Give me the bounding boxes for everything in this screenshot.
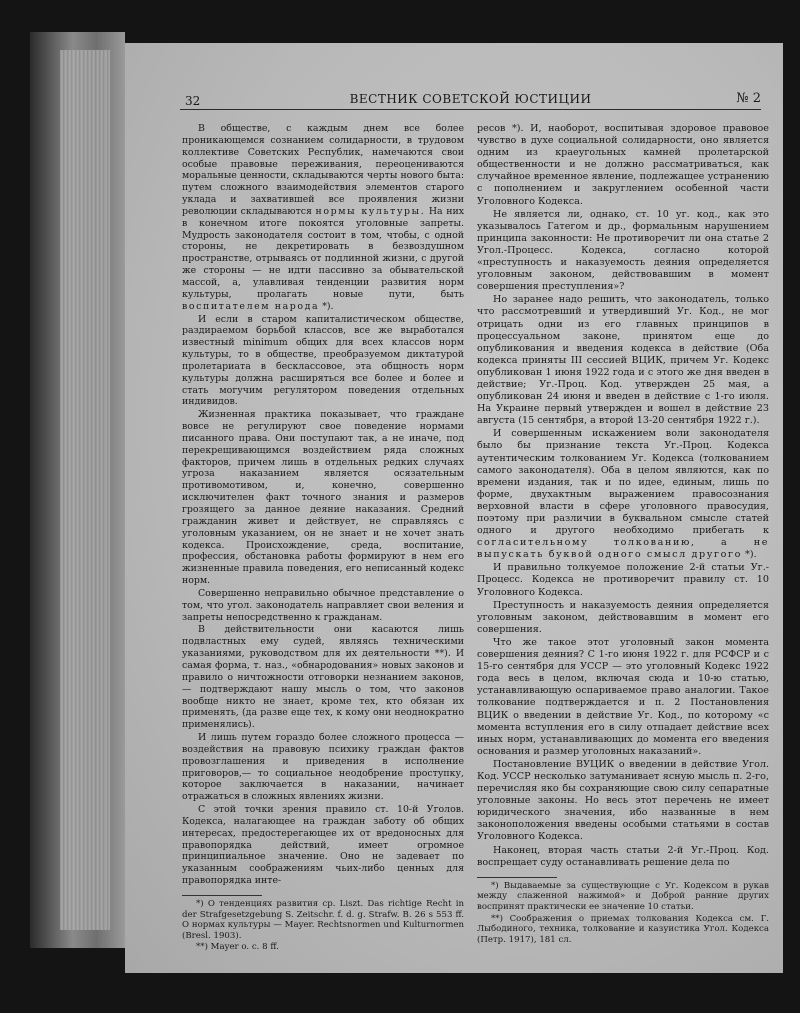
paragraph: Но заранее надо решить, что законодатель, только что рассмотревший и утвердивший Уг. Код., не мог отрицать одни из его главных принципов в процессуальном законе, принятом еще до опубликования и введения кодекса в действие (Оба кодекса приняты III сессией ВЦИК, причем Уг. Кодекс опубликован 1 июня 1922 года и с этого же дня введен в действие; Уг.-Проц. Код. утвержден 25 мая, а опубликован 24 июня и введен в действие с 1-го июля. На Украине первый утвержден и вошел в действие 23 августа (15 сентября, а второй 13-20 сентября 1922 г.). — [477, 294, 769, 427]
paragraph: В обществе, с каждым днем все более проникающемся сознанием солидарности, в трудовом коллективе Советских Республик, намечаются свои особые правовые переживания, переоцениваются моральные ценности, складываются черты нового быта: путем сложного взаимодействия элементов старого уклада и захватившей все проявления жизни революции складываются нормы культуры. На них в конечном итоге покоятся уголовные запреты. Мудрость законодателя состоит в том, чтобы, с одной стороны, не декретировать в безвоздушном пространстве, отрываясь от подлинной жизни, с другой же стороны — не идти пассивно за обывательской массой, а, улавливая тенденции развития норм культуры, пролагать новые пути, быть воспитателем народа *). — [182, 123, 464, 312]
paragraph: Не является ли, однако, ст. 10 уг. код., как это указывалось Гатегом и др., формальным нарушением принципа законности: Не противоречит ли она статье 2 Угол.-Процесс. Кодекса, согласно которой «преступность и наказуемость деяния определяется уголовным законом, действовавшим в момент совершения преступления»? — [477, 208, 769, 293]
footnote-divider — [477, 877, 557, 878]
journal-title: ВЕСТНИК СОВЕТСКОЙ ЮСТИЦИИ — [349, 92, 592, 106]
paragraph: Что же такое этот уголовный закон момента совершения деяния? С 1-го июня 1922 г. для РСФСР и с 15-го сентября для УССР — это уголовный Кодекс 1922 года весь в целом, включая сюда и 10-ю статью, устанавливающую оспариваемое право аналогии. Такое толкование подтверждается и п. 2 Постановления ВЦИК о введении в действие Уг. Код., по которому «с момента вступления его в силу отпадает действие всех иных норм, устанавливающих до момента его введения основания и размер уголовных наказаний». — [477, 636, 769, 757]
footnote: **) Соображения о приемах толкования Кодекса см. Г. Лыбодиного, техника, толкование и казуистика Угол. Кодекса (Петр. 1917), 181 сл. — [477, 913, 769, 945]
footnotes — [477, 881, 769, 946]
paragraph: Постановление ВУЦИК о введении в действие Угол. Код. УССР несколько затуманивает ясную мысль п. 2-го, перечисляя яко бы сохраняющие свою силу сепаратные уголовные законы. Но весь этот перечень не имеет юридического значения, ибо названные в нем законоположения введены особыми статьями в состав Уголовного Кодекса. — [477, 758, 769, 843]
paragraph: Жизненная практика показывает, что граждане вовсе не регулируют свое поведение нормами писанного права. Они поступают так, а не иначе, под перекрещивающимся воздействием ряда сложных факторов, причем лишь в отдельных редких случаях угроза наказанием является осязательным противомотивом, и, конечно, совершенно исключителен факт точного знания и размеров грозящего за данное деяние наказания. Средний гражданин живет и действует, не справляясь с уголовным указанием, он не знает и не хочет знать кодекса. Происхождение, среда, воспитание, профессия, обстановка работы формируют в нем его жизненные правила поведения, его неписанный кодекс норм. — [182, 409, 464, 587]
footnote: *) О тенденциях развития ср. Liszt. Das richtige Recht in der Strafgesetzgebung S. Zeitschr. f. d. g. Strafw. B. 26 s 553 ff. О нормах культуры — Mayer. Rechtsnormen und Kulturnormen (Bresl. 1903). — [182, 899, 464, 941]
page-number: 32 — [185, 94, 201, 108]
footnote: *) Выдаваемые за существующие с Уг. Кодексом в рукав между слаженной нажимой» и Доброй ранние других воспринят практически ее значение 10 статьи. — [477, 880, 769, 912]
footnote-divider — [182, 895, 262, 896]
paragraph: ресов *). И, наоборот, воспитывая здоровое правовое чувство в духе социальной солидарности, оно является одним из краеугольных камней пролетарской общественности и не должно рассматриваться, как случайное временное явление, подлежащее устранению с пополнением и закруглением особенной части Уголовного Кодекса. — [477, 123, 769, 207]
issue-number: № 2 — [736, 91, 761, 106]
footnote: **) Mayer o. c. 8 ff. — [196, 942, 279, 953]
paragraph: В действительности они касаются лишь подвластных ему судей, являясь техническими указаниями, руководством для их деятельности **). И самая форма, т. наз., «обнародования» новых законов и правило о ничтожности отговорки незнанием законов,— подтверждают нашу мысль о том, что законов вообще никто не знает, кроме тех, кто обязан их применять, (да разве еще тех, к кому они неоднократно применялись). — [182, 624, 464, 731]
footnotes — [182, 899, 464, 953]
book-page-stack — [60, 50, 110, 930]
page-header — [180, 91, 761, 110]
paragraph: Совершенно неправильно обычное представление о том, что угол. законодатель направляет свои веления и запреты непосредственно к гражданам. — [182, 587, 464, 623]
paragraph: Наконец, вторая часть статьи 2-й Уг.-Проц. Код. воспрещает суду останавливать решение дела по — [477, 844, 769, 868]
document-page — [125, 43, 783, 973]
paragraph: И правильно толкуемое положение 2-й статьи Уг.-Процесс. Кодекса не противоречит правилу ст. 10 Уголовного Кодекса. — [477, 562, 769, 598]
paragraph: И если в старом капиталистическом обществе, раздираемом борьбой классов, все же выработался известный minimum общих для всех классов норм культуры, то в обществе, преобразуемом диктатурой пролетариата в бесклассовое, эта общность норм культуры должна расширяться все более и более и стать могучим регулятором поведения отдельных индивидов. — [182, 313, 464, 408]
paragraph: С этой точки зрения правило ст. 10-й Уголов. Кодекса, налагающее на граждан заботу об общих интересах, предостерегающее их от вредоносных для правопорядка действий, имеет огромное принципиальное значение. Оно не задевает по указанным соображениям чьих-либо ценных для правопорядка инте- — [182, 804, 464, 887]
left-column — [182, 123, 464, 953]
right-column — [477, 123, 769, 945]
paragraph: И совершенным искажением воли законодателя было бы признание текста Уг.-Проц. Кодекса аутентическим толкованием Уг. Кодекса (толкованием самого законодателя). Оба в целом являются, как по времени издания, так и по идее, единым, лишь по форме, двухактным выражением правосознания верховной власти в сфере уголовного правосудия, поэтому при различии в буквальном смысле статей одного и другого необходимо прибегать к согласительному толкованию, а не выпускать буквой одного смысл другого *). — [477, 428, 769, 561]
paragraph: И лишь путем гораздо более сложного процесса — воздействия на правовую психику граждан фактов провозглашения и приведения в исполнение приговоров,— то социальное неодобрение проступку, которое заключается в наказании, начинает отражаться в сложных явлениях жизни. — [182, 732, 464, 803]
paragraph: Преступность и наказуемость деяния определяется уголовным законом, действовавшим в момент его совершения. — [477, 599, 769, 635]
